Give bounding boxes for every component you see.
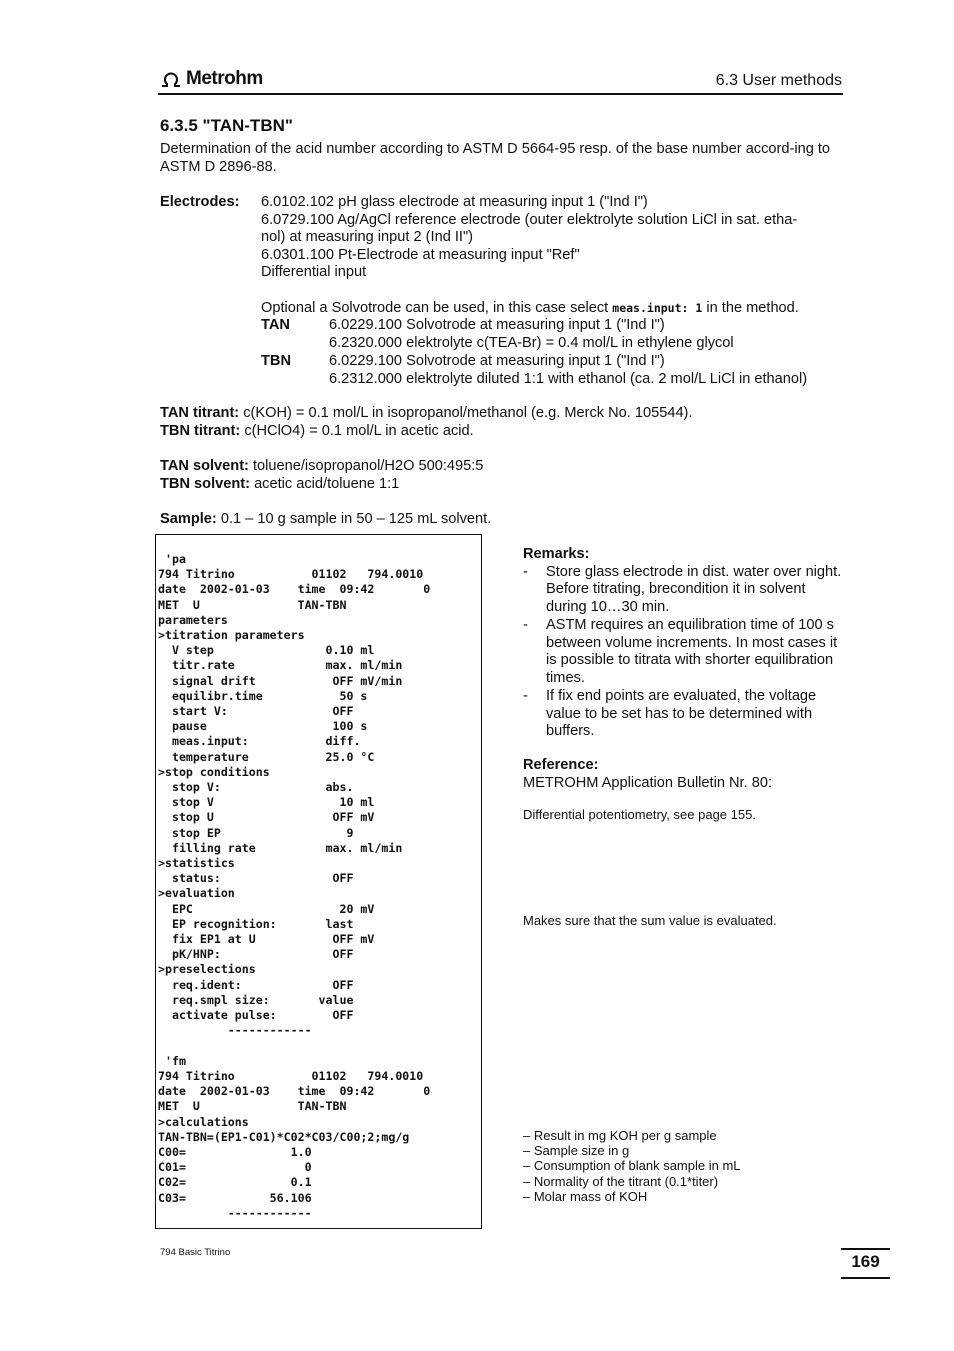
page-number: 169 <box>851 1252 880 1271</box>
remark-item: - ASTM requires an equilibration time of 100 s between volume increments. In most cases it is possible to titrata with shorter equilibration times. <box>523 617 845 687</box>
electrode-line-2: 6.0729.100 Ag/AgCl reference electrode (outer elektrolyte solution LiCl in sat. etha- <box>261 211 798 228</box>
optional-code: meas.input: 1 <box>612 301 703 315</box>
tan-titrant-label: TAN titrant: <box>160 405 240 421</box>
tbn-solvent <box>160 476 850 494</box>
electrodes-block <box>261 194 846 282</box>
reference-section <box>523 757 845 792</box>
sample-label: Sample: <box>160 511 217 527</box>
method-printout: 'pa 794 Titrino 01102 794.0010 date 2002-01-03 time 09:42 0 MET U TAN-TBN parameters >titration parameters V step 0.10 ml titr.rate max. ml/min signal drift OFF mV/min equilibr.time 50 s start V: OFF pause 100 s meas.input: diff. temperature 25.0 °C >stop conditions stop V: abs. stop V 10 ml stop U OFF mV stop EP 9 filling rate max. ml/min >statistics status: OFF >evaluation EPC 20 mV EP recognition: last fix EP1 at U OFF mV pK/HNP: OFF >preselections req.ident: OFF req.smpl size: value activate pulse: OFF ------------ 'fm 794 Titrino 01102 794.0010 date 2002-01-03 time 09:42 0 MET U TAN-TBN >calculations TAN-TBN=(EP1-C01)*C02*C03/C00;2;mg/g C00= 1.0 C01= 0 C02= 0.1 C03= 56.106 ------------ <box>158 552 431 1220</box>
section-title: 6.3.5 "TAN-TBN" <box>160 116 293 135</box>
calc-note: – Result in mg KOH per g sample <box>523 1128 717 1143</box>
tbn-electrode-label: TBN <box>261 353 291 369</box>
optional-text-end: in the method. <box>706 300 799 316</box>
optional-text: Optional a Solvotrode can be used, in this case select <box>261 300 609 316</box>
remarks-section <box>523 546 845 742</box>
optional-solvotrode <box>261 300 861 318</box>
calc-note: – Molar mass of KOH <box>523 1188 648 1204</box>
footer-product: 794 Basic Titrino <box>160 1247 231 1258</box>
tan-electrode-line-2: 6.2320.000 elektrolyte c(TEA-Br) = 0.4 mol/L in ethylene glycol <box>329 334 734 351</box>
section-header: 6.3 User methods <box>715 72 842 89</box>
remark-item: - Store glass electrode in dist. water over night. Before titrating, brecondition it in solvent during 10…30 min. <box>523 564 845 617</box>
electrode-line-3: nol) at measuring input 2 (Ind II") <box>261 229 474 245</box>
electrode-line-4: 6.0301.100 Pt-Electrode at measuring input "Ref" <box>261 246 580 263</box>
tbn-electrode-line-1: 6.0229.100 Solvotrode at measuring input 1 ("Ind I") <box>329 353 665 369</box>
remark-item: - If fix end points are evaluated, the voltage value to be set has to be determined with buffers. <box>523 688 845 741</box>
note-differential: Differential potentiometry, see page 155. <box>523 807 756 822</box>
reference-text: METROHM Application Bulletin Nr. 80: <box>523 774 772 791</box>
tbn-titrant-value: c(HClO4) = 0.1 mol/L in acetic acid. <box>244 423 474 439</box>
tan-electrode-line-1: 6.0229.100 Solvotrode at measuring input 1 ("Ind I") <box>329 317 665 333</box>
tan-electrode-lines <box>329 317 849 352</box>
tbn-solvent-value: acetic acid/toluene 1:1 <box>254 476 400 492</box>
method-printout-box <box>155 534 482 1229</box>
electrodes-label: Electrodes: <box>160 194 240 210</box>
electrode-line-1: 6.0102.102 pH glass electrode at measuring input 1 ("Ind I") <box>261 194 648 210</box>
tan-electrode-label: TAN <box>261 317 290 333</box>
note-sum-value: Makes sure that the sum value is evaluated. <box>523 913 777 928</box>
tbn-titrant <box>160 423 850 441</box>
intro-paragraph: Determination of the acid number according to ASTM D 5664-95 resp. of the base number accord-ing to ASTM D 2896-88. <box>160 141 831 175</box>
sample-line <box>160 511 850 529</box>
calc-note: – Sample size in g <box>523 1143 630 1159</box>
omega-logo-icon <box>160 70 182 88</box>
tan-solvent-label: TAN solvent: <box>160 458 249 474</box>
header-rule <box>158 93 843 95</box>
calc-note: – Normality of the titrant (0.1*titer) <box>523 1173 719 1189</box>
tan-titrant-value: c(KOH) = 0.1 mol/L in isopropanol/methanol (e.g. Merck No. 105544). <box>243 405 693 421</box>
electrode-line-5: Differential input <box>261 264 367 280</box>
remarks-list <box>523 564 845 741</box>
tbn-titrant-label: TBN titrant: <box>160 423 241 439</box>
tan-solvent <box>160 458 850 476</box>
reference-heading: Reference: <box>523 757 599 773</box>
brand-logo <box>160 68 263 90</box>
tbn-electrode-line-2: 6.2312.000 elektrolyte diluted 1:1 with ethanol (ca. 2 mol/L LiCl in ethanol) <box>329 370 808 387</box>
remarks-heading: Remarks: <box>523 546 590 562</box>
sample-value: 0.1 – 10 g sample in 50 – 125 mL solvent. <box>220 511 492 527</box>
tbn-solvent-label: TBN solvent: <box>160 476 250 492</box>
brand-name: Metrohm <box>186 68 263 89</box>
calc-notes <box>523 1128 741 1204</box>
tbn-electrode-lines <box>329 353 849 388</box>
tan-titrant <box>160 405 850 423</box>
tan-solvent-value: toluene/isopropanol/H2O 500:495:5 <box>252 458 484 474</box>
calc-note: – Consumption of blank sample in mL <box>523 1158 741 1174</box>
